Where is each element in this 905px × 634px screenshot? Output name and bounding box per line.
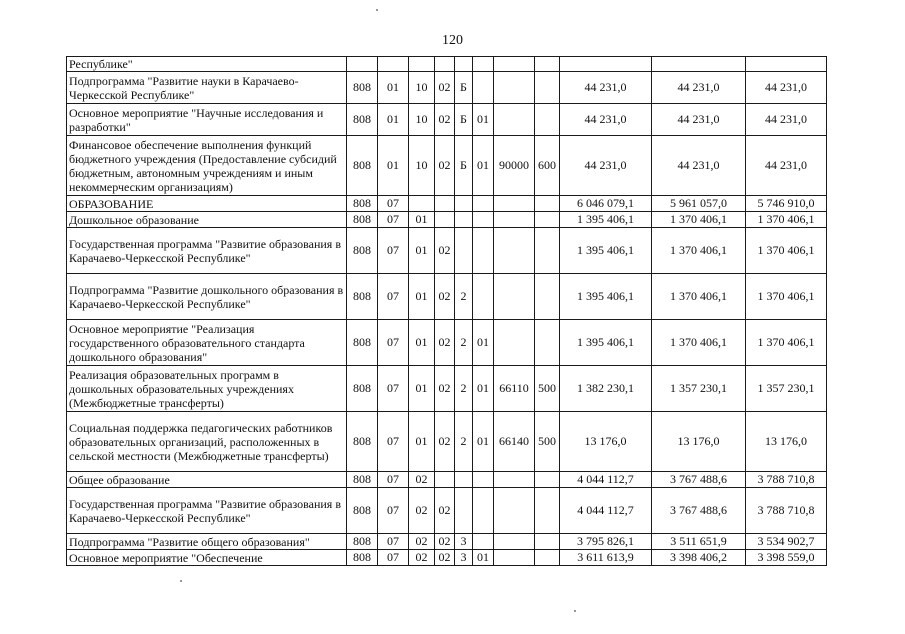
code-subprogram: 2 <box>455 412 473 472</box>
amount-year-1 <box>560 57 652 72</box>
code-program: 02 <box>435 550 455 566</box>
amount-year-3: 3 788 710,8 <box>746 488 827 534</box>
code-direction <box>494 534 535 550</box>
code-subprogram: 3 <box>455 550 473 566</box>
code-program: 02 <box>435 320 455 366</box>
code-program <box>435 472 455 488</box>
amount-year-1: 6 046 079,1 <box>560 196 652 212</box>
amount-year-3: 1 370 406,1 <box>746 212 827 228</box>
amount-year-3: 44 231,0 <box>746 104 827 136</box>
code-subsection: 02 <box>409 534 435 550</box>
row-name: Подпрограмма "Развитие дошкольного образования в Карачаево-Черкесской Республике" <box>67 274 347 320</box>
code-section: 07 <box>378 212 409 228</box>
code-expense-type <box>535 274 560 320</box>
code-section: 07 <box>378 550 409 566</box>
amount-year-1: 1 395 406,1 <box>560 228 652 274</box>
code-activity: 01 <box>473 412 494 472</box>
amount-year-2: 1 370 406,1 <box>652 274 746 320</box>
code-subprogram <box>455 212 473 228</box>
code-direction <box>494 72 535 104</box>
amount-year-1: 1 395 406,1 <box>560 320 652 366</box>
table-body <box>67 57 827 566</box>
code-activity <box>473 196 494 212</box>
code-ministry: 808 <box>347 104 378 136</box>
amount-year-2: 5 961 057,0 <box>652 196 746 212</box>
amount-year-3: 13 176,0 <box>746 412 827 472</box>
row-name: ОБРАЗОВАНИЕ <box>67 196 347 212</box>
row-name: Финансовое обеспечение выполнения функций бюджетного учреждения (Предоставление субсидий бюджетным, автономным учреждениям и иным некоммерческим организациям) <box>67 136 347 196</box>
code-direction <box>494 212 535 228</box>
scan-speck <box>574 610 576 612</box>
amount-year-3: 1 370 406,1 <box>746 274 827 320</box>
code-ministry: 808 <box>347 274 378 320</box>
code-section: 07 <box>378 274 409 320</box>
amount-year-2: 44 231,0 <box>652 136 746 196</box>
row-name: Дошкольное образование <box>67 212 347 228</box>
row-name: Основное мероприятие "Обеспечение <box>67 550 347 566</box>
code-subprogram <box>455 196 473 212</box>
code-expense-type <box>535 320 560 366</box>
amount-year-1: 44 231,0 <box>560 136 652 196</box>
code-ministry: 808 <box>347 320 378 366</box>
code-section: 07 <box>378 320 409 366</box>
code-activity <box>473 228 494 274</box>
code-activity: 01 <box>473 550 494 566</box>
amount-year-1: 1 395 406,1 <box>560 274 652 320</box>
code-subprogram <box>455 57 473 72</box>
amount-year-3: 3 398 559,0 <box>746 550 827 566</box>
code-section <box>378 57 409 72</box>
code-section: 07 <box>378 196 409 212</box>
code-direction <box>494 472 535 488</box>
code-subsection: 01 <box>409 274 435 320</box>
code-activity <box>473 488 494 534</box>
code-ministry: 808 <box>347 412 378 472</box>
code-subprogram: 2 <box>455 320 473 366</box>
code-expense-type <box>535 57 560 72</box>
code-subprogram <box>455 472 473 488</box>
code-direction: 90000 <box>494 136 535 196</box>
table-row <box>67 196 827 212</box>
code-ministry: 808 <box>347 550 378 566</box>
row-name: Социальная поддержка педагогических работников образовательных организаций, расположенных в сельской местности (Межбюджетные трансферты) <box>67 412 347 472</box>
code-program: 02 <box>435 228 455 274</box>
row-name: Основное мероприятие "Реализация государственного образовательного стандарта дошкольного образования" <box>67 320 347 366</box>
code-ministry <box>347 57 378 72</box>
code-activity: 01 <box>473 366 494 412</box>
amount-year-2: 1 370 406,1 <box>652 228 746 274</box>
code-direction <box>494 550 535 566</box>
code-direction <box>494 228 535 274</box>
code-subprogram: 2 <box>455 274 473 320</box>
budget-table <box>66 56 827 566</box>
table-row <box>67 228 827 274</box>
code-direction: 66140 <box>494 412 535 472</box>
amount-year-1: 4 044 112,7 <box>560 472 652 488</box>
code-expense-type <box>535 212 560 228</box>
code-expense-type: 600 <box>535 136 560 196</box>
code-program: 02 <box>435 366 455 412</box>
code-program: 02 <box>435 488 455 534</box>
code-expense-type <box>535 488 560 534</box>
amount-year-3 <box>746 57 827 72</box>
table-row <box>67 72 827 104</box>
code-program: 02 <box>435 104 455 136</box>
code-program: 02 <box>435 274 455 320</box>
amount-year-3: 1 370 406,1 <box>746 228 827 274</box>
code-section: 07 <box>378 472 409 488</box>
code-direction <box>494 196 535 212</box>
code-ministry: 808 <box>347 212 378 228</box>
table-row <box>67 488 827 534</box>
code-activity <box>473 274 494 320</box>
amount-year-2: 1 357 230,1 <box>652 366 746 412</box>
code-ministry: 808 <box>347 72 378 104</box>
code-activity: 01 <box>473 136 494 196</box>
code-program <box>435 212 455 228</box>
amount-year-3: 44 231,0 <box>746 136 827 196</box>
amount-year-2: 44 231,0 <box>652 104 746 136</box>
code-activity <box>473 534 494 550</box>
amount-year-1: 44 231,0 <box>560 72 652 104</box>
amount-year-1: 13 176,0 <box>560 412 652 472</box>
code-ministry: 808 <box>347 136 378 196</box>
amount-year-1: 44 231,0 <box>560 104 652 136</box>
code-subsection: 01 <box>409 412 435 472</box>
code-ministry: 808 <box>347 196 378 212</box>
code-ministry: 808 <box>347 488 378 534</box>
code-expense-type: 500 <box>535 412 560 472</box>
code-activity <box>473 212 494 228</box>
table-row <box>67 534 827 550</box>
code-subsection <box>409 57 435 72</box>
code-ministry: 808 <box>347 534 378 550</box>
table-row <box>67 366 827 412</box>
table-row <box>67 320 827 366</box>
table-row <box>67 274 827 320</box>
table-row <box>67 136 827 196</box>
code-subsection: 02 <box>409 472 435 488</box>
table-row <box>67 212 827 228</box>
code-program <box>435 57 455 72</box>
code-section: 07 <box>378 412 409 472</box>
code-subprogram <box>455 228 473 274</box>
code-subsection: 01 <box>409 366 435 412</box>
amount-year-3: 3 534 902,7 <box>746 534 827 550</box>
code-subsection: 02 <box>409 550 435 566</box>
amount-year-2: 3 767 488,6 <box>652 472 746 488</box>
code-section: 01 <box>378 136 409 196</box>
code-activity <box>473 57 494 72</box>
code-activity: 01 <box>473 104 494 136</box>
code-subsection: 02 <box>409 488 435 534</box>
code-section: 07 <box>378 488 409 534</box>
code-expense-type <box>535 104 560 136</box>
code-activity: 01 <box>473 320 494 366</box>
code-program: 02 <box>435 136 455 196</box>
page-number: 120 <box>442 33 463 48</box>
row-name: Подпрограмма "Развитие науки в Карачаево-Черкесской Республике" <box>67 72 347 104</box>
amount-year-2: 1 370 406,1 <box>652 320 746 366</box>
row-name: Общее образование <box>67 472 347 488</box>
code-direction: 66110 <box>494 366 535 412</box>
code-expense-type <box>535 472 560 488</box>
code-subprogram: Б <box>455 136 473 196</box>
code-program <box>435 196 455 212</box>
amount-year-3: 1 370 406,1 <box>746 320 827 366</box>
code-subsection: 10 <box>409 72 435 104</box>
scan-speck <box>180 580 182 582</box>
amount-year-1: 4 044 112,7 <box>560 488 652 534</box>
row-name: Государственная программа "Развитие образования в Карачаево-Черкесской Республике" <box>67 228 347 274</box>
code-ministry: 808 <box>347 366 378 412</box>
amount-year-2: 3 767 488,6 <box>652 488 746 534</box>
code-expense-type <box>535 196 560 212</box>
amount-year-3: 1 357 230,1 <box>746 366 827 412</box>
code-program: 02 <box>435 72 455 104</box>
code-expense-type <box>535 550 560 566</box>
amount-year-2: 3 511 651,9 <box>652 534 746 550</box>
row-name: Республике" <box>67 57 347 72</box>
amount-year-2: 44 231,0 <box>652 72 746 104</box>
code-subsection <box>409 196 435 212</box>
code-program: 02 <box>435 412 455 472</box>
code-expense-type: 500 <box>535 366 560 412</box>
code-expense-type <box>535 228 560 274</box>
table-row <box>67 472 827 488</box>
row-name: Государственная программа "Развитие образования в Карачаево-Черкесской Республике" <box>67 488 347 534</box>
code-section: 07 <box>378 366 409 412</box>
code-expense-type <box>535 72 560 104</box>
code-subsection: 01 <box>409 212 435 228</box>
amount-year-3: 3 788 710,8 <box>746 472 827 488</box>
row-name: Подпрограмма "Развитие общего образования" <box>67 534 347 550</box>
code-subprogram: 3 <box>455 534 473 550</box>
code-section: 07 <box>378 534 409 550</box>
amount-year-1: 3 795 826,1 <box>560 534 652 550</box>
code-direction <box>494 57 535 72</box>
amount-year-2: 13 176,0 <box>652 412 746 472</box>
code-subprogram: Б <box>455 72 473 104</box>
code-expense-type <box>535 534 560 550</box>
code-subsection: 10 <box>409 104 435 136</box>
code-direction <box>494 320 535 366</box>
amount-year-2: 1 370 406,1 <box>652 212 746 228</box>
code-subsection: 01 <box>409 320 435 366</box>
code-activity <box>473 72 494 104</box>
code-subprogram: 2 <box>455 366 473 412</box>
table-row <box>67 550 827 566</box>
code-subsection: 01 <box>409 228 435 274</box>
code-ministry: 808 <box>347 472 378 488</box>
code-direction <box>494 488 535 534</box>
amount-year-1: 1 382 230,1 <box>560 366 652 412</box>
table-row <box>67 57 827 72</box>
amount-year-1: 3 611 613,9 <box>560 550 652 566</box>
code-activity <box>473 472 494 488</box>
table-row <box>67 104 827 136</box>
row-name: Реализация образовательных программ в дошкольных образовательных учреждениях (Межбюджетные трансферты) <box>67 366 347 412</box>
amount-year-3: 44 231,0 <box>746 72 827 104</box>
amount-year-1: 1 395 406,1 <box>560 212 652 228</box>
code-direction <box>494 274 535 320</box>
row-name: Основное мероприятие "Научные исследования и разработки" <box>67 104 347 136</box>
table-row <box>67 412 827 472</box>
amount-year-2: 3 398 406,2 <box>652 550 746 566</box>
amount-year-2 <box>652 57 746 72</box>
code-subprogram <box>455 488 473 534</box>
scan-speck <box>376 9 378 11</box>
code-subsection: 10 <box>409 136 435 196</box>
amount-year-3: 5 746 910,0 <box>746 196 827 212</box>
code-section: 07 <box>378 228 409 274</box>
code-subprogram: Б <box>455 104 473 136</box>
code-section: 01 <box>378 104 409 136</box>
code-direction <box>494 104 535 136</box>
code-ministry: 808 <box>347 228 378 274</box>
code-program: 02 <box>435 534 455 550</box>
code-section: 01 <box>378 72 409 104</box>
